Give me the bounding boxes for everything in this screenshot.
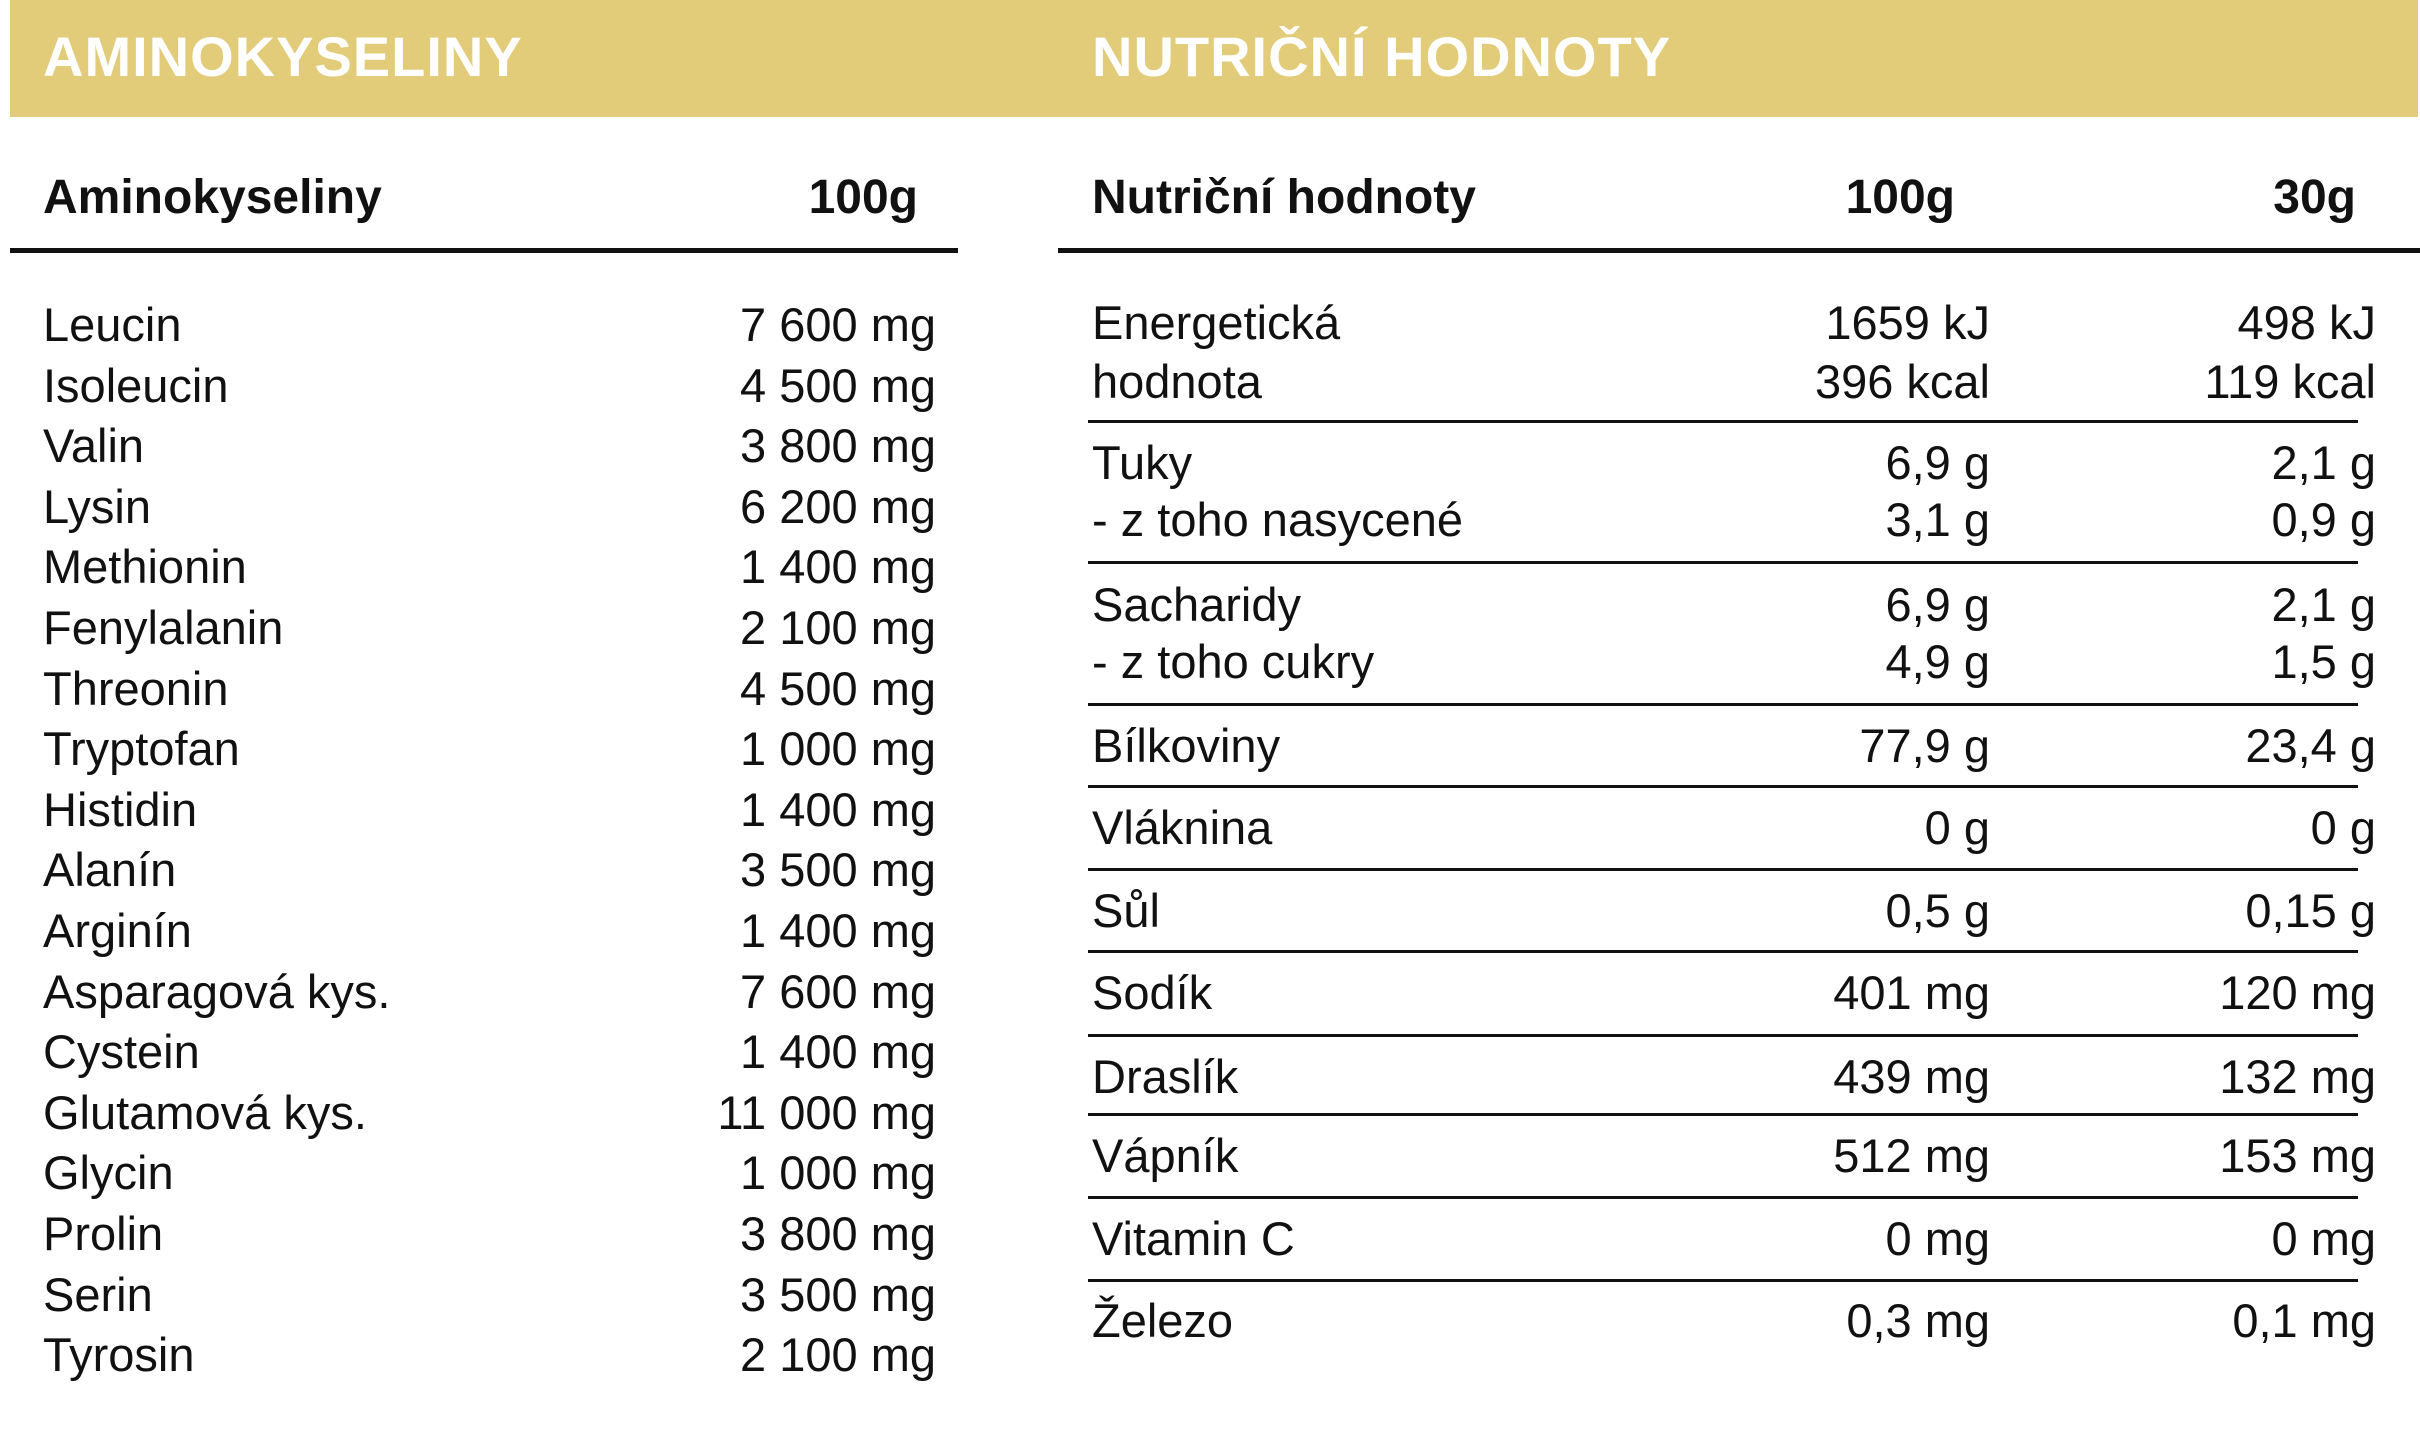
nutrition-row-name: Sacharidy (1092, 578, 1301, 631)
nutrition-row-30g: 0,1 mg (2232, 1294, 2376, 1347)
nutrition-row-100g: 3,1 g (1885, 493, 1990, 546)
nutrition-row-name: Sůl (1092, 884, 1160, 937)
nutrition-row-100g: 6,9 g (1885, 578, 1990, 631)
nutrition-row-30g: 0,9 g (2271, 493, 2376, 546)
amino-row-value: 7 600 mg (740, 964, 936, 1018)
amino-row-value: 1 400 mg (740, 540, 936, 594)
amino-row-value: 3 800 mg (740, 1207, 936, 1260)
nutrition-row-30g: 132 mg (2219, 1050, 2376, 1103)
amino-row-name: Tyrosin (43, 1328, 195, 1382)
amino-row-value: 7 600 mg (740, 298, 936, 351)
nutrition-row-30g: 1,5 g (2271, 635, 2376, 688)
nutrition-row-30g: 0 g (2310, 801, 2376, 854)
amino-row-name: Fenylalanin (43, 601, 284, 654)
amino-row-name: Leucin (43, 298, 182, 351)
row-divider (1088, 785, 2358, 788)
nutrition-row-100g: 77,9 g (1859, 719, 1990, 772)
amino-row-value: 3 500 mg (740, 843, 936, 897)
amino-row-value: 4 500 mg (740, 358, 936, 412)
amino-header-rule (10, 248, 958, 253)
amino-row-name: Serin (43, 1267, 153, 1321)
amino-banner-title: AMINOKYSELINY (43, 25, 523, 88)
nutrition-row-100g: 4,9 g (1885, 635, 1990, 688)
nutrition-row-name: - z toho cukry (1092, 635, 1375, 688)
nutrition-row-100g: 396 kcal (1814, 355, 1990, 408)
amino-row-name: Asparagová kys. (43, 964, 391, 1018)
amino-row-value: 11 000 mg (717, 1085, 936, 1139)
nutrition-row-30g: 0,15 g (2245, 884, 2376, 937)
nutrition-row-name: Vitamin C (1092, 1212, 1295, 1265)
nutrition-row-name: Železo (1092, 1294, 1234, 1347)
amino-row-name: Alanín (43, 843, 177, 897)
amino-row-value: 2 100 mg (740, 1328, 936, 1382)
nutrition-row-name: Energetická (1092, 296, 1341, 349)
nutrition-row-30g: 2,1 g (2271, 578, 2376, 631)
row-divider (1088, 1113, 2358, 1116)
amino-header-100g: 100g (808, 171, 918, 224)
amino-row-name: Glutamová kys. (43, 1085, 367, 1139)
nutrition-row-name: Sodík (1092, 966, 1213, 1019)
amino-row-value: 3 500 mg (740, 1267, 936, 1321)
amino-row-value: 3 800 mg (740, 419, 936, 473)
amino-row-value: 1 000 mg (740, 722, 936, 776)
nutrition-row-name: - z toho nasycené (1092, 493, 1463, 546)
nutrition-row-100g: 1659 kJ (1825, 296, 1990, 349)
row-divider (1088, 868, 2358, 871)
amino-row-name: Arginín (43, 904, 192, 957)
nutrition-row-100g: 401 mg (1833, 966, 1990, 1019)
nutrition-banner-title: NUTRIČNÍ HODNOTY (1092, 25, 1672, 88)
nutrition-row-100g: 512 mg (1833, 1129, 1990, 1182)
row-divider (1088, 950, 2358, 953)
nutrition-row-30g: 2,1 g (2271, 436, 2376, 489)
amino-row-name: Methionin (43, 540, 247, 594)
amino-row-name: Lysin (43, 479, 151, 533)
nutrition-row-30g: 0 mg (2271, 1212, 2376, 1265)
nutrition-row-30g: 23,4 g (2245, 719, 2376, 772)
amino-row-name: Tryptofan (43, 722, 240, 776)
amino-row-value: 1 400 mg (740, 1025, 936, 1079)
nutrition-header-name: Nutriční hodnoty (1092, 171, 1476, 224)
nutrition-row-name: Vápník (1092, 1129, 1239, 1182)
nutrition-row-100g: 0 g (1924, 801, 1990, 854)
row-divider (1088, 420, 2358, 423)
nutrition-row-name: Tuky (1092, 436, 1193, 489)
amino-row-name: Histidin (43, 782, 198, 836)
nutrition-row-30g: 120 mg (2219, 966, 2376, 1019)
amino-row-value: 1 400 mg (740, 782, 936, 836)
amino-row-name: Cystein (43, 1025, 200, 1079)
amino-row-value: 1 400 mg (740, 904, 936, 957)
nutrition-row-name: Vláknina (1092, 801, 1273, 854)
amino-row-value: 2 100 mg (740, 601, 936, 654)
row-divider (1088, 1196, 2358, 1199)
nutrition-row-name: hodnota (1092, 355, 1262, 408)
row-divider (1088, 1034, 2358, 1037)
row-divider (1088, 1279, 2358, 1282)
amino-row-name: Valin (43, 419, 145, 473)
nutrition-row-100g: 0,5 g (1885, 884, 1990, 937)
nutrition-row-100g: 439 mg (1833, 1050, 1990, 1103)
amino-row-name: Glycin (43, 1146, 174, 1200)
amino-row-value: 4 500 mg (740, 661, 936, 715)
amino-row-name: Prolin (43, 1207, 164, 1260)
nutrition-row-30g: 153 mg (2219, 1129, 2376, 1182)
row-divider (1088, 703, 2358, 706)
nutrition-row-name: Bílkoviny (1092, 719, 1281, 772)
nutrition-header-rule (1058, 248, 2420, 253)
nutrition-row-100g: 6,9 g (1885, 436, 1990, 489)
nutrition-header-100g: 100g (1845, 171, 1955, 224)
row-divider (1088, 561, 2358, 564)
amino-row-value: 1 000 mg (740, 1146, 936, 1200)
nutrition-row-name: Draslík (1092, 1050, 1239, 1103)
amino-row-name: Threonin (43, 661, 229, 715)
amino-row-value: 6 200 mg (740, 479, 936, 533)
nutrition-row-30g: 498 kJ (2237, 296, 2376, 349)
nutrition-row-30g: 119 kcal (2204, 355, 2376, 408)
amino-header-name: Aminokyseliny (43, 171, 382, 224)
amino-row-name: Isoleucin (43, 358, 229, 412)
nutrition-row-100g: 0,3 mg (1846, 1294, 1990, 1347)
nutrition-header-30g: 30g (2273, 171, 2356, 224)
nutrition-row-100g: 0 mg (1885, 1212, 1990, 1265)
